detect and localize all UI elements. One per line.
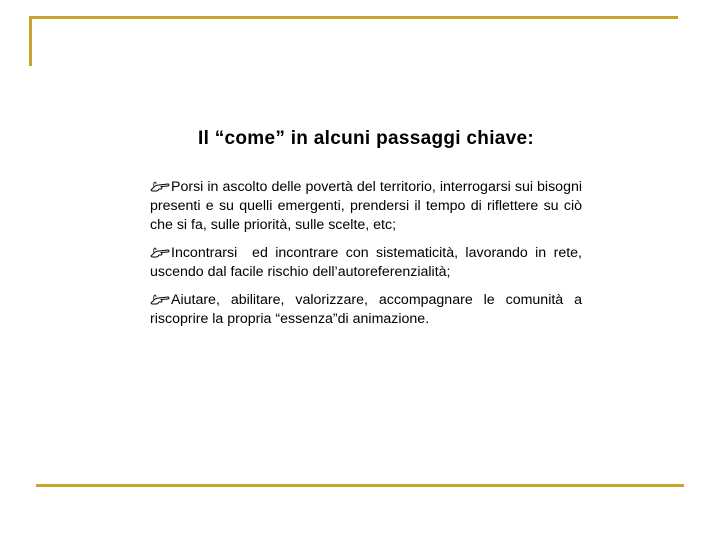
hand-pointing-icon	[150, 180, 170, 192]
bottom-accent-line	[36, 484, 684, 487]
bullet-text: Incontrarsi ed incontrare con sistematicità, lavorando in rete, uscendo dal facile rischio dell’autoreferenzialità;	[150, 245, 586, 280]
left-accent-line	[29, 16, 32, 66]
slide-content	[150, 126, 586, 338]
slide-title: Il “come” in alcuni passaggi chiave:	[197, 128, 535, 149]
bullet-text: Porsi in ascolto delle povertà del territorio, interrogarsi sui bisogni presenti e su quelli emergenti, prendersi il tempo di riflettere su ciò che si fa, sulle priorità, sulle scelte, etc;	[150, 179, 582, 233]
hand-pointing-icon	[150, 246, 170, 258]
bullet-item	[150, 244, 586, 282]
bullet-item	[150, 291, 582, 329]
bullet-text: Aiutare, abilitare, valorizzare, accompagnare le comunità a riscoprire la propria “essenza”di animazione.	[150, 292, 582, 327]
hand-pointing-icon	[150, 293, 170, 305]
bullet-item	[150, 178, 582, 235]
top-accent-line	[29, 16, 678, 19]
